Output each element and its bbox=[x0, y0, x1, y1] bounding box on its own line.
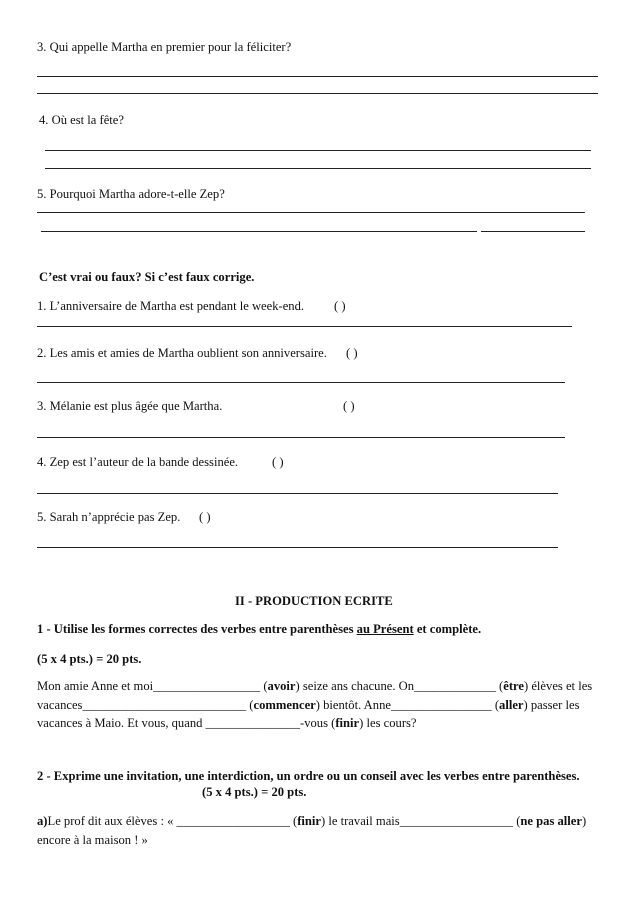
exercise-2-instruction: 2 - Exprime une invitation, une interdiction, un ordre ou un conseil avec les verbes entre parenthèses. bbox=[37, 769, 580, 783]
exercise-2-text: a)Le prof dit aux élèves : « __________________ (finir) le travail mais__________________ (ne pas aller) encore à la maison ! » bbox=[37, 814, 587, 847]
exercise-1-text: Mon amie Anne et moi_________________ (avoir) seize ans chacune. On_____________ (être) élèves et les vacances__________________________ (commencer) bientôt. Anne________________ (aller) passer les vacances à Maio. Et vous, quand _______________-vous (finir) les cours? bbox=[37, 679, 593, 730]
true-false-heading: C’est vrai ou faux? Si c’est faux corrige. bbox=[39, 270, 255, 284]
tf-bracket[interactable]: ( ) bbox=[272, 455, 284, 469]
tf-statement: 1. L’anniversaire de Martha est pendant le week-end. bbox=[37, 299, 305, 313]
answer-line[interactable] bbox=[481, 231, 585, 232]
question-4: 4. Où est la fête? bbox=[39, 113, 124, 127]
exercise-2-points: (5 x 4 pts.) = 20 pts. bbox=[202, 785, 307, 799]
answer-line[interactable] bbox=[45, 150, 591, 151]
answer-line[interactable] bbox=[37, 93, 598, 94]
answer-line[interactable] bbox=[37, 212, 585, 213]
answer-line[interactable] bbox=[37, 76, 598, 77]
correction-line[interactable] bbox=[37, 382, 565, 383]
tf-bracket[interactable]: ( ) bbox=[346, 346, 358, 360]
tf-statement: 4. Zep est l’auteur de la bande dessinée. bbox=[37, 455, 239, 469]
answer-line[interactable] bbox=[41, 231, 477, 232]
correction-line[interactable] bbox=[37, 326, 572, 327]
tf-bracket[interactable]: ( ) bbox=[343, 399, 355, 413]
correction-line[interactable] bbox=[37, 437, 565, 438]
tf-bracket[interactable]: ( ) bbox=[199, 510, 211, 524]
exercise-1-instruction: 1 - Utilise les formes correctes des verbes entre parenthèses au Présent et complète. bbox=[37, 622, 482, 636]
exercise-1-points: (5 x 4 pts.) = 20 pts. bbox=[37, 652, 142, 666]
tf-bracket[interactable]: ( ) bbox=[334, 299, 346, 313]
correction-line[interactable] bbox=[37, 547, 558, 548]
section-title: II - PRODUCTION ECRITE bbox=[235, 594, 393, 608]
tf-statement: 3. Mélanie est plus âgée que Martha. bbox=[37, 399, 223, 413]
tf-statement: 2. Les amis et amies de Martha oublient son anniversaire. bbox=[37, 346, 327, 360]
answer-line[interactable] bbox=[45, 168, 591, 169]
tf-statement: 5. Sarah n’apprécie pas Zep. bbox=[37, 510, 181, 524]
question-5: 5. Pourquoi Martha adore-t-elle Zep? bbox=[37, 187, 225, 201]
question-3: 3. Qui appelle Martha en premier pour la féliciter? bbox=[37, 40, 292, 54]
correction-line[interactable] bbox=[37, 493, 558, 494]
